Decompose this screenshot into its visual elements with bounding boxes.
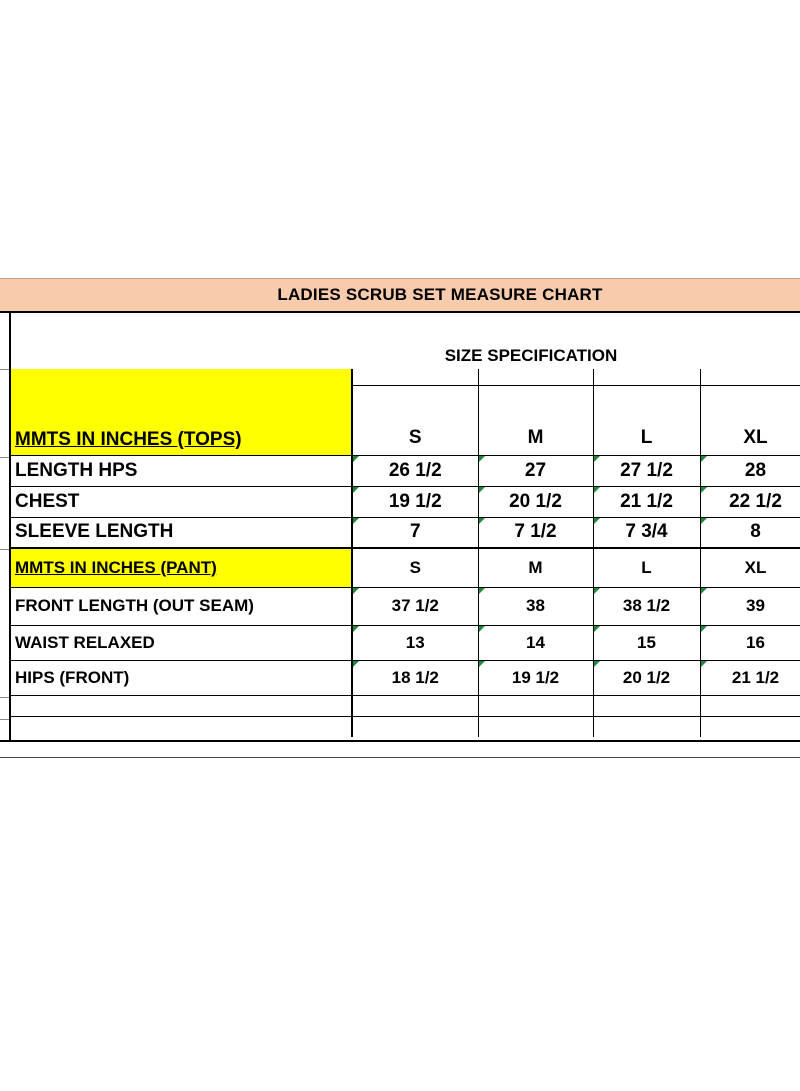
cell-marker <box>353 518 359 524</box>
value-cell: 22 1/2 <box>700 486 800 517</box>
pant-header-cell <box>11 548 352 587</box>
table-row <box>11 660 800 695</box>
table-row <box>11 455 800 486</box>
row-label-hips-front: HIPS (FRONT) <box>11 660 352 695</box>
size-header-xl: XL <box>700 548 800 587</box>
value-cell: 15 <box>593 625 700 660</box>
table-row <box>11 587 800 625</box>
size-header-m: M <box>478 548 593 587</box>
cell-marker <box>701 661 707 667</box>
cell-marker <box>479 588 485 594</box>
cell-marker <box>594 487 600 493</box>
value-cell: 37 1/2 <box>352 587 478 625</box>
value-cell: 18 1/2 <box>352 660 478 695</box>
value-cell: 21 1/2 <box>700 660 800 695</box>
value-cell: 39 <box>700 587 800 625</box>
row-label-chest: CHEST <box>11 486 352 517</box>
empty-cell <box>11 716 352 737</box>
value-cell: 20 1/2 <box>478 486 593 517</box>
cell-marker <box>701 456 707 462</box>
empty-cell <box>478 695 593 716</box>
cell-marker <box>353 626 359 632</box>
cell-marker <box>479 518 485 524</box>
spacer-row <box>11 369 800 385</box>
empty-cell <box>593 716 700 737</box>
tops-header-label: MMTS IN INCHES (TOPS) <box>15 428 242 450</box>
empty-cell <box>593 695 700 716</box>
size-header-m: M <box>478 385 593 455</box>
value-cell: 20 1/2 <box>593 660 700 695</box>
row-label-waist-relaxed: WAIST RELAXED <box>11 625 352 660</box>
cell-marker <box>353 588 359 594</box>
size-header-s: S <box>352 548 478 587</box>
measurement-table <box>11 369 800 737</box>
table-row <box>11 486 800 517</box>
tops-header-cell <box>11 369 352 455</box>
row-tick <box>0 697 9 698</box>
value-cell: 26 1/2 <box>352 455 478 486</box>
value-cell: 16 <box>700 625 800 660</box>
size-header-l: L <box>593 385 700 455</box>
table-row <box>11 625 800 660</box>
value-cell: 19 1/2 <box>352 486 478 517</box>
cell-marker <box>479 661 485 667</box>
value-cell: 7 <box>352 517 478 548</box>
row-tick <box>0 719 9 720</box>
cell-marker <box>353 456 359 462</box>
frame-bottom-rule <box>0 757 800 758</box>
value-cell: 21 1/2 <box>593 486 700 517</box>
empty-cell <box>593 369 700 385</box>
empty-cell <box>11 695 352 716</box>
empty-row <box>11 695 800 716</box>
cell-marker <box>701 518 707 524</box>
row-tick <box>0 369 9 370</box>
empty-cell <box>478 716 593 737</box>
row-tick <box>0 457 9 458</box>
cell-marker <box>701 626 707 632</box>
empty-cell <box>700 716 800 737</box>
cell-marker <box>353 661 359 667</box>
empty-cell <box>478 369 593 385</box>
value-cell: 14 <box>478 625 593 660</box>
cell-marker <box>594 588 600 594</box>
value-cell: 19 1/2 <box>478 660 593 695</box>
value-cell: 28 <box>700 455 800 486</box>
cell-marker <box>594 661 600 667</box>
row-label-front-length: FRONT LENGTH (OUT SEAM) <box>11 587 352 625</box>
cell-marker <box>353 487 359 493</box>
value-cell: 13 <box>352 625 478 660</box>
empty-cell <box>352 695 478 716</box>
empty-cell <box>700 695 800 716</box>
chart-title: LADIES SCRUB SET MEASURE CHART <box>0 278 800 313</box>
pant-header-label: MMTS IN INCHES (PANT) <box>15 557 217 577</box>
size-header-l: L <box>593 548 700 587</box>
row-label-length-hps: LENGTH HPS <box>11 455 352 486</box>
cell-marker <box>594 518 600 524</box>
cell-marker <box>701 588 707 594</box>
pant-size-header-row <box>11 548 800 587</box>
row-tick <box>0 549 9 550</box>
empty-row <box>11 716 800 737</box>
size-specification-heading: SIZE SPECIFICATION <box>444 346 618 365</box>
cell-marker <box>479 626 485 632</box>
value-cell: 7 3/4 <box>593 517 700 548</box>
cell-marker <box>594 626 600 632</box>
size-header-xl: XL <box>700 385 800 455</box>
value-cell: 8 <box>700 517 800 548</box>
cell-marker <box>479 456 485 462</box>
empty-cell <box>352 369 478 385</box>
cell-marker <box>479 487 485 493</box>
value-cell: 27 <box>478 455 593 486</box>
frame-bottom-border <box>0 740 800 742</box>
size-header-s: S <box>352 385 478 455</box>
row-label-sleeve-length: SLEEVE LENGTH <box>11 517 352 548</box>
cell-marker <box>594 456 600 462</box>
cell-marker <box>701 487 707 493</box>
value-cell: 7 1/2 <box>478 517 593 548</box>
value-cell: 38 1/2 <box>593 587 700 625</box>
value-cell: 27 1/2 <box>593 455 700 486</box>
empty-cell <box>700 369 800 385</box>
value-cell: 38 <box>478 587 593 625</box>
empty-cell <box>352 716 478 737</box>
table-row <box>11 517 800 548</box>
